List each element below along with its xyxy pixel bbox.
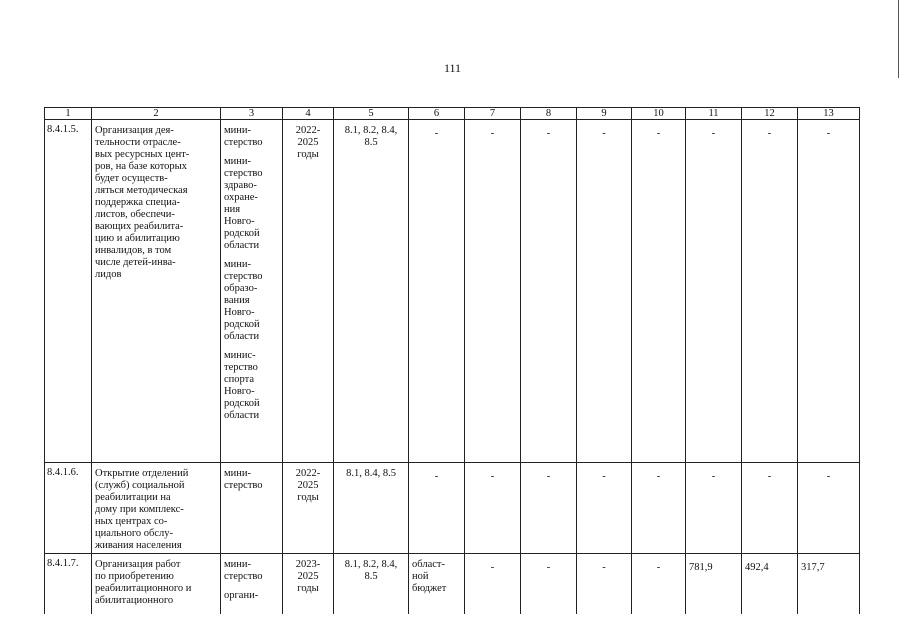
column-header: 8 [521, 108, 577, 120]
period-line: годы [297, 583, 319, 594]
funding-value-cell [465, 554, 521, 614]
funding-value: - [656, 562, 661, 573]
period-line: годы [297, 492, 319, 503]
column-header: 1 [45, 108, 92, 120]
period-line: годы [297, 149, 319, 160]
funding-value-cell [798, 463, 860, 554]
funding-value: - [602, 562, 606, 573]
funding-value-cell [465, 463, 521, 554]
funding-value: - [767, 471, 772, 482]
executor-line: здраво- [224, 180, 257, 191]
funding-value: - [546, 471, 551, 482]
executor-line: стерство [224, 480, 263, 491]
funding-value: - [490, 562, 495, 573]
executor-line: образо- [224, 283, 258, 294]
executor-line: мини- [224, 125, 251, 136]
executor-line: органи- [224, 590, 259, 601]
executor-line: мини- [224, 259, 251, 270]
executor-cell [221, 554, 283, 614]
executor-line: Новго- [224, 386, 255, 397]
funding-value-cell [798, 120, 860, 463]
activity-name-line: цию и абилитацию [95, 233, 180, 244]
funding-value: - [711, 128, 716, 139]
executor-line: стерство [224, 168, 263, 179]
executor-line: родской [224, 398, 260, 409]
activity-name-line: по приобретению [95, 571, 174, 582]
period-line: 2025 [297, 137, 319, 148]
column-header: 9 [577, 108, 632, 120]
row-number-cell: 8.4.1.5. [45, 120, 92, 463]
period-line: 2025 [297, 480, 319, 491]
activity-name-line: (служб) социальной [95, 480, 185, 491]
column-header: 7 [465, 108, 521, 120]
executor-line: области [224, 240, 260, 251]
executor-block [224, 350, 279, 422]
funding-value: - [826, 128, 831, 139]
funding-source-value: - [434, 128, 439, 139]
activity-name-line: вых ресурсных цент- [95, 149, 190, 160]
period-cell [283, 554, 334, 614]
target-indicators-cell [334, 463, 409, 554]
funding-value: 492,4 [745, 562, 769, 573]
funding-value-cell [521, 554, 577, 614]
executor-line: охране- [224, 192, 258, 203]
period-cell [283, 120, 334, 463]
executor-line: области [224, 331, 260, 342]
target-line: 8.1, 8.4, 8.5 [346, 468, 396, 479]
activity-name-line: ных центрах со- [95, 516, 168, 527]
column-number-header-row [45, 108, 860, 120]
column-header: 2 [92, 108, 221, 120]
activity-name-line: ров, на базе которых [95, 161, 187, 172]
column-header: 13 [798, 108, 860, 120]
executor-line: спорта [224, 374, 255, 385]
target-line: 8.1, 8.2, 8.4, [344, 559, 398, 570]
executor-block [224, 259, 279, 343]
column-header: 11 [686, 108, 742, 120]
funding-value-cell [686, 120, 742, 463]
target-line: 8.1, 8.2, 8.4, [344, 125, 398, 136]
executor-line: родской [224, 319, 260, 330]
executor-cell [221, 463, 283, 554]
executor-line: Новго- [224, 216, 255, 227]
funding-value-cell [577, 120, 632, 463]
executor-block [224, 559, 279, 583]
funding-value: - [490, 471, 495, 482]
funding-value-cell [632, 554, 686, 614]
row-number-cell: 8.4.1.6. [45, 463, 92, 554]
executor-block [224, 156, 279, 252]
target-line: 8.5 [364, 571, 378, 582]
funding-value: - [602, 471, 606, 482]
row-number-cell: 8.4.1.7. [45, 554, 92, 614]
funding-source-cell [409, 554, 465, 614]
target-indicators-cell [334, 120, 409, 463]
column-header: 5 [334, 108, 409, 120]
funding-value: - [656, 471, 661, 482]
executor-line: вания [224, 295, 250, 306]
executor-line: ния [224, 204, 241, 215]
page-number: 111 [443, 61, 462, 75]
funding-source-cell [409, 463, 465, 554]
activity-name-cell [92, 554, 221, 614]
executor-line: мини- [224, 156, 251, 167]
column-header: 6 [409, 108, 465, 120]
funding-value: 317,7 [801, 562, 825, 573]
activity-name-line: числе детей-инва- [95, 257, 176, 268]
executor-block [224, 590, 279, 602]
funding-value-cell [742, 120, 798, 463]
funding-value-cell [577, 463, 632, 554]
funding-value: - [546, 562, 551, 573]
executor-line: мини- [224, 559, 251, 570]
executor-line: минис- [224, 350, 256, 361]
activity-name-line: ляться методическая [95, 185, 188, 196]
funding-source-value: - [434, 471, 439, 482]
funding-source-line: ной [412, 571, 429, 582]
target-indicators-cell [334, 554, 409, 614]
column-header: 3 [221, 108, 283, 120]
funding-value-cell [686, 463, 742, 554]
column-header: 10 [632, 108, 686, 120]
executor-line: стерство [224, 137, 263, 148]
activity-name-line: будет осуществ- [95, 173, 168, 184]
executor-line: Новго- [224, 307, 255, 318]
executor-line: родской [224, 228, 260, 239]
target-line: 8.5 [364, 137, 378, 148]
activity-name-line: Открытие отделений [95, 468, 189, 479]
funding-value-cell [632, 463, 686, 554]
activity-name-line: реабилитационного и [95, 583, 192, 594]
activity-name-line: Организация работ [95, 559, 181, 570]
activity-name-cell [92, 120, 221, 463]
executor-block [224, 125, 279, 149]
executor-cell [221, 120, 283, 463]
funding-source-cell [409, 120, 465, 463]
executor-line: мини- [224, 468, 251, 479]
executor-line: стерство [224, 571, 263, 582]
funding-value: - [490, 128, 495, 139]
column-header: 12 [742, 108, 798, 120]
activity-name-line: вающих реабилита- [95, 221, 184, 232]
funding-value-cell [521, 120, 577, 463]
table-row [45, 463, 860, 554]
funding-source-line: област- [412, 559, 445, 570]
funding-value-cell [742, 554, 798, 614]
funding-value: - [767, 128, 772, 139]
activity-name-line: реабилитации на [95, 492, 171, 503]
period-line: 2023- [295, 559, 321, 570]
activity-name-line: тельности отрасле- [95, 137, 181, 148]
executor-line: области [224, 410, 260, 421]
activity-name-line: лидов [95, 269, 122, 280]
funding-value: - [656, 128, 661, 139]
period-line: 2025 [297, 571, 319, 582]
funding-value-cell [632, 120, 686, 463]
executor-block [224, 468, 279, 492]
funding-value: - [826, 471, 831, 482]
activity-name-line: инвалидов, в том [95, 245, 172, 256]
period-line: 2022- [295, 125, 321, 136]
table-body [45, 120, 860, 614]
table-row [45, 120, 860, 463]
funding-value-cell [798, 554, 860, 614]
activity-name-line: живания населения [95, 540, 182, 551]
activity-name-line: дому при комплекс- [95, 504, 184, 515]
funding-value: - [711, 471, 716, 482]
activity-name-line: поддержка специа- [95, 197, 180, 208]
period-line: 2022- [295, 468, 321, 479]
funding-value-cell [521, 463, 577, 554]
funding-value-cell [686, 554, 742, 614]
funding-value: - [602, 128, 606, 139]
funding-value: - [546, 128, 551, 139]
funding-value-cell [465, 120, 521, 463]
period-cell [283, 463, 334, 554]
table-row [45, 554, 860, 614]
funding-value: 781,9 [689, 562, 713, 573]
activity-name-line: абилитационного [95, 595, 174, 606]
activity-name-line: листов, обеспечи- [95, 209, 175, 220]
program-table [44, 107, 860, 614]
executor-line: терство [224, 362, 258, 373]
funding-source-line: бюджет [412, 583, 447, 594]
activity-name-line: Организация дея- [95, 125, 174, 136]
funding-value-cell [577, 554, 632, 614]
executor-line: стерство [224, 271, 263, 282]
activity-name-cell [92, 463, 221, 554]
column-header: 4 [283, 108, 334, 120]
funding-value-cell [742, 463, 798, 554]
activity-name-line: циального обслу- [95, 528, 174, 539]
